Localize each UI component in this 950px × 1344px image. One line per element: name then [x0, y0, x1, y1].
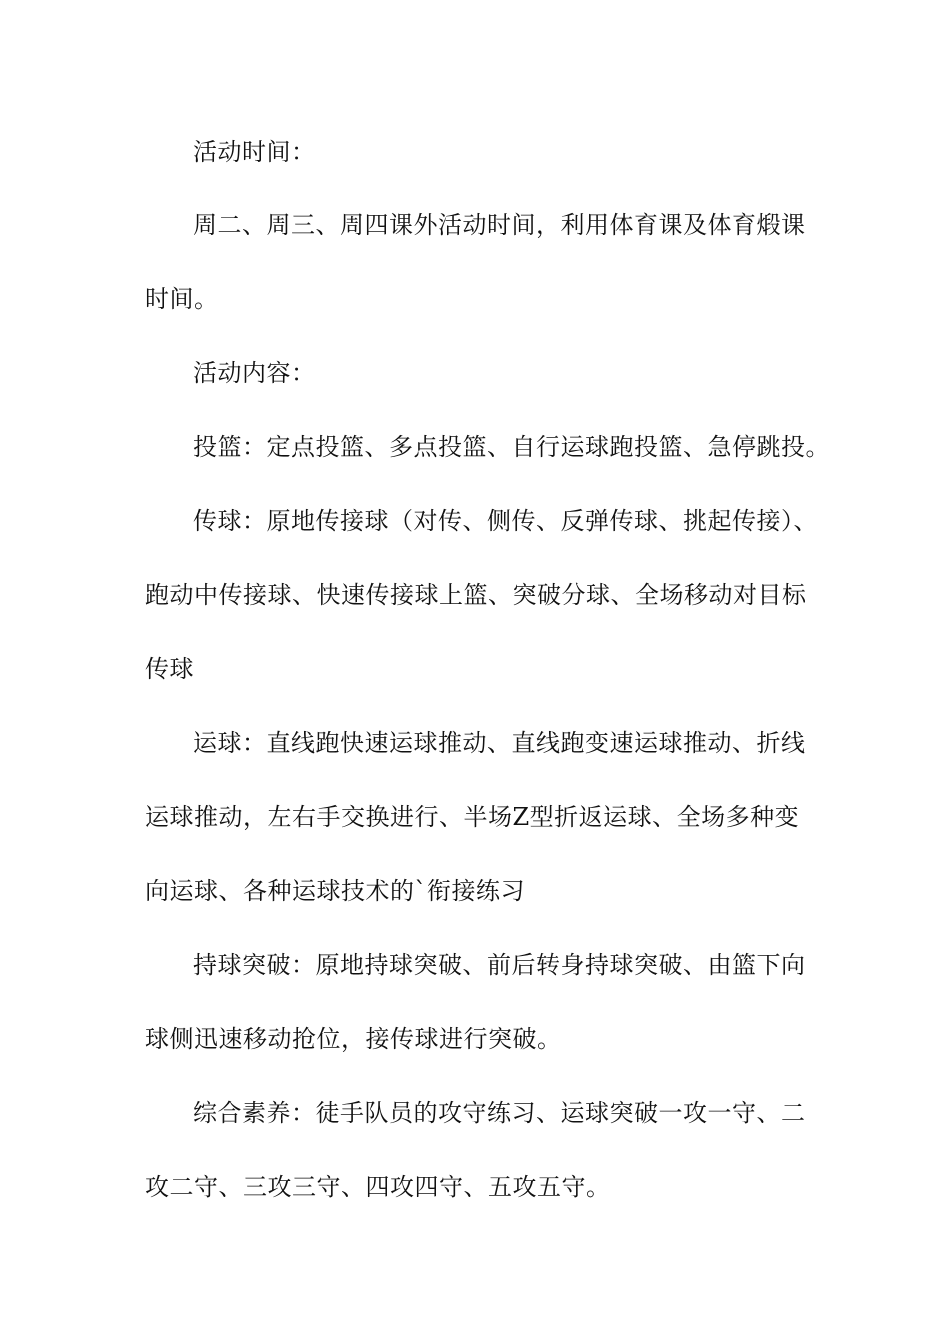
paragraph-line: 运球推动，左右手交换进行、半场Z型折返运球、全场多种变 — [145, 803, 800, 831]
paragraph-line: 时间。 — [145, 285, 219, 313]
paragraph-line: 攻二守、三攻三守、四攻四守、五攻五守。 — [145, 1173, 611, 1201]
activity-time-heading: 活动时间： — [193, 138, 316, 166]
paragraph-line: 向运球、各种运球技术的`衔接练习 — [145, 877, 525, 905]
paragraph-line: 球侧迅速移动抢位，接传球进行突破。 — [145, 1025, 562, 1053]
paragraph-line: 投篮：定点投篮、多点投篮、自行运球跑投篮、急停跳投。 — [193, 433, 830, 461]
activity-content-heading: 活动内容： — [193, 359, 316, 387]
paragraph-line: 跑动中传接球、快速传接球上篮、突破分球、全场移动对目标 — [145, 581, 807, 609]
paragraph-line: 运球：直线跑快速运球推动、直线跑变速运球推动、折线 — [193, 729, 806, 757]
paragraph-line: 传球：原地传接球（对传、侧传、反弹传球、挑起传接）、 — [193, 507, 818, 535]
paragraph-line: 周二、周三、周四课外活动时间，利用体育课及体育煅课 — [193, 211, 806, 239]
paragraph-line: 综合素养：徒手队员的攻守练习、运球突破一攻一守、二 — [193, 1099, 806, 1127]
paragraph-line: 传球 — [145, 655, 194, 683]
paragraph-line: 持球突破：原地持球突破、前后转身持球突破、由篮下向 — [193, 951, 806, 979]
